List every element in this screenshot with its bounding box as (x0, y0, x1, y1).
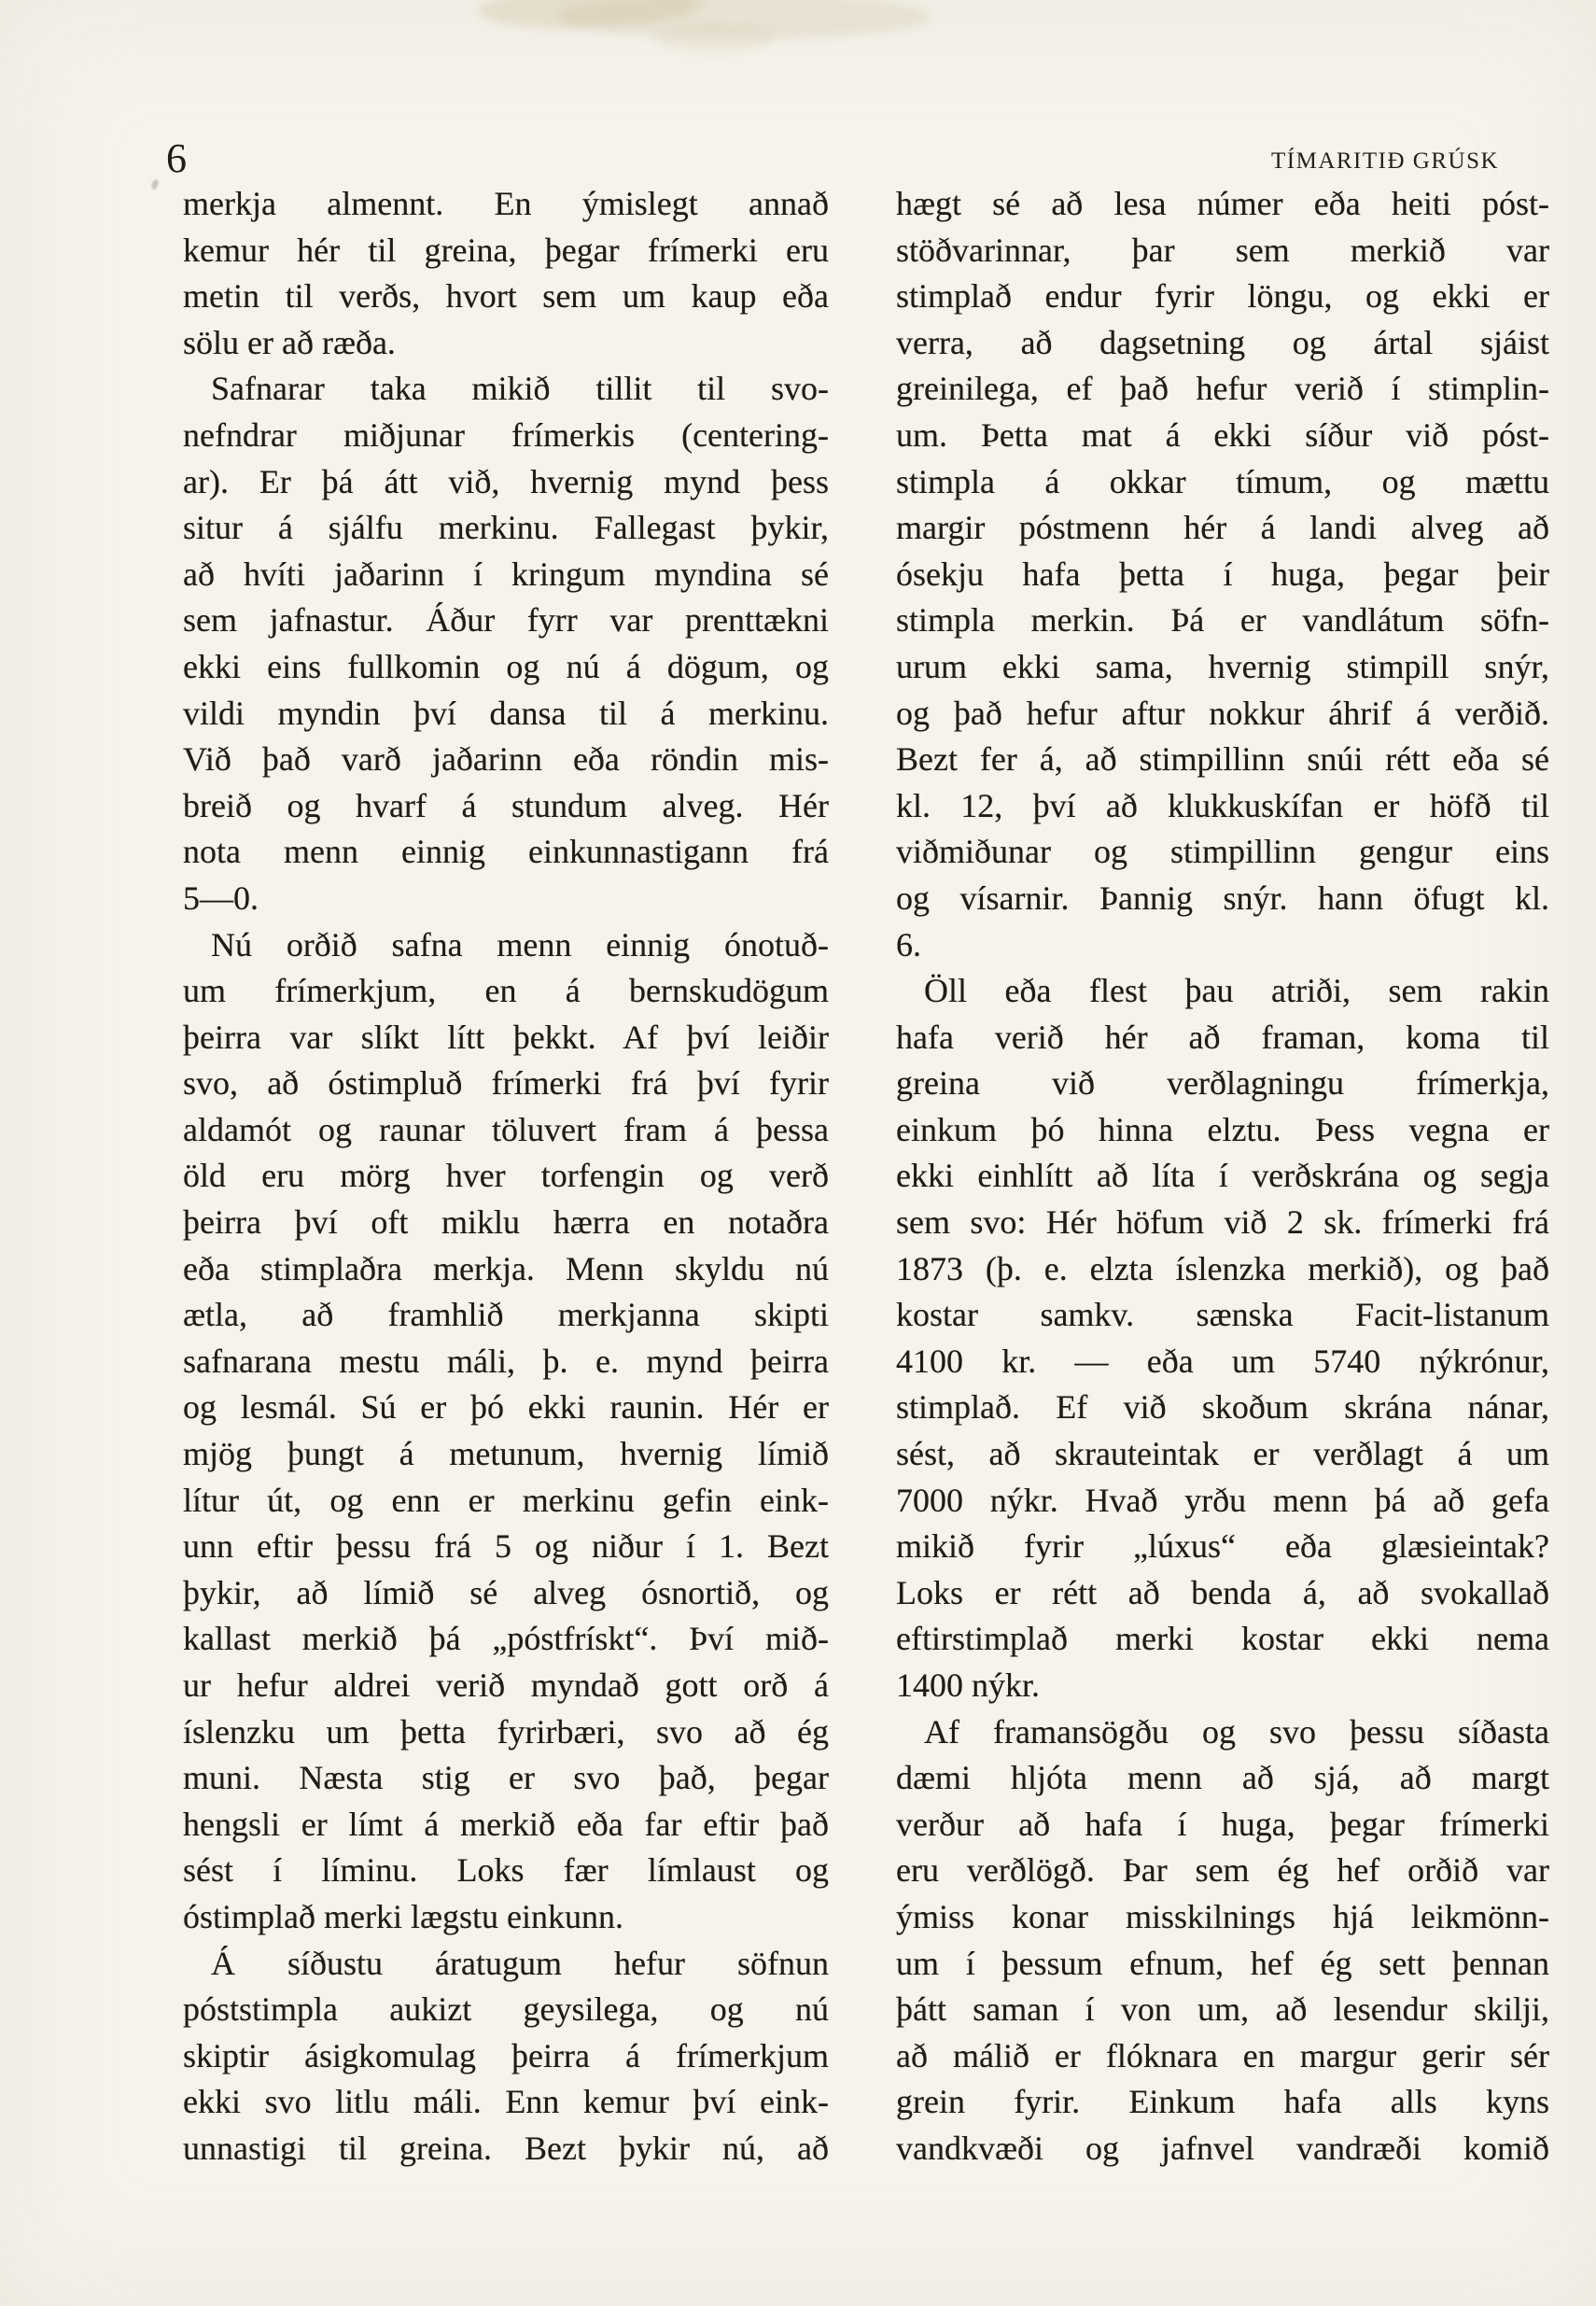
text-line: 4100 kr. — eða um 5740 nýkrónur, (896, 1342, 1549, 1380)
text-line: um í þessum efnum, hef ég sett þennan (896, 1944, 1549, 1982)
text-line: grein fyrir. Einkum hafa alls kyns (896, 2083, 1549, 2121)
text-line: safnarana mestu máli, þ. e. mynd þeirra (183, 1342, 829, 1380)
text-line: Á síðustu áratugum hefur söfnun (211, 1944, 829, 1982)
text-line: að málið er flóknara en margur gerir sér (896, 2036, 1549, 2074)
text-line: ekki svo litlu máli. Enn kemur því eink- (183, 2083, 829, 2121)
text-line: sést í líminu. Loks fær límlaust og (183, 1851, 829, 1890)
text-line: sem jafnastur. Áður fyrr var prenttækni (183, 601, 829, 640)
text-line: ekki einhlítt að líta í verðskrána og segja (896, 1157, 1549, 1195)
text-line: nefndrar miðjunar frímerkis (centering- (183, 415, 829, 454)
text-line: eða stimplaðra merkja. Menn skyldu nú (183, 1249, 829, 1287)
text-line: þeirra var slíkt lítt þekkt. Af því leiðir (183, 1018, 829, 1056)
text-line: verra, að dagsetning og ártal sjáist (896, 323, 1549, 361)
text-line: Loks er rétt að benda á, að svokallað (896, 1573, 1549, 1611)
text-line: verður að hafa í huga, þegar frímerki (896, 1805, 1549, 1843)
text-line: viðmiðunar og stimpillinn gengur eins (896, 833, 1549, 871)
right-column (896, 181, 1549, 2172)
text-line: mikið fyrir „lúxus“ eða glæsieintak? (896, 1527, 1549, 1566)
scan-smudge (653, 24, 775, 52)
text-line: ekki eins fullkomin og nú á dögum, og (183, 647, 829, 685)
text-line: sölu er að ræða. (183, 323, 396, 361)
text-line: einkum þó hinna elztu. Þess vegna er (896, 1110, 1549, 1148)
text-line: 1400 nýkr. (896, 1666, 1041, 1704)
scan-smudge (558, 0, 931, 39)
text-line: skiptir ásigkomulag þeirra á frímerkjum (183, 2036, 829, 2074)
text-line: stimpla á okkar tímum, og mættu (896, 462, 1549, 500)
text-line: greinilega, ef það hefur verið í stimplin- (896, 370, 1549, 408)
text-line: nota menn einnig einkunnastigann frá (183, 833, 829, 871)
text-line: stöðvarinnar, þar sem merkið var (896, 231, 1549, 269)
text-line: stimpla merkin. Þá er vandlátum söfn- (896, 601, 1549, 640)
text-line: um. Þetta mat á ekki síður við póst- (896, 415, 1549, 454)
text-line: eru verðlögð. Þar sem ég hef orðið var (896, 1851, 1549, 1890)
text-line: 5—0. (183, 879, 259, 917)
text-line: sést, að skrauteintak er verðlagt á um (896, 1435, 1549, 1473)
text-line: og það hefur aftur nokkur áhrif á verðið. (896, 694, 1549, 732)
text-line: ósekju hafa þetta í huga, þegar þeir (896, 555, 1549, 593)
text-line: öld eru mörg hver torfengin og verð (183, 1157, 829, 1195)
text-line: óstimplað merki lægstu einkunn. (183, 1897, 623, 1935)
text-line: Bezt fer á, að stimpillinn snúi rétt eða sé (896, 740, 1549, 779)
text-line: hægt sé að lesa númer eða heiti póst- (896, 185, 1549, 222)
text-line: lítur út, og enn er merkinu gefin eink- (183, 1481, 829, 1519)
text-line: breið og hvarf á stundum alveg. Hér (183, 786, 829, 824)
text-line: situr á sjálfu merkinu. Fallegast þykir, (183, 509, 829, 547)
text-line: kallast merkið þá „póstfrískt“. Því mið- (183, 1620, 829, 1658)
text-line: Safnarar taka mikið tillit til svo- (211, 370, 829, 408)
text-line: mjög þungt á metunum, hvernig límið (183, 1435, 829, 1473)
text-line: 7000 nýkr. Hvað yrðu menn þá að gefa (896, 1481, 1549, 1519)
text-line: ýmiss konar misskilnings hjá leikmönn- (896, 1897, 1549, 1935)
text-line: Öll eða flest þau atriði, sem rakin (924, 972, 1549, 1010)
scan-smudge (477, 0, 702, 32)
text-line: unnastigi til greina. Bezt þykir nú, að (183, 2129, 829, 2167)
text-line: aldamót og raunar töluvert fram á þessa (183, 1110, 829, 1148)
text-line: íslenzku um þetta fyrirbæri, svo að ég (183, 1712, 829, 1751)
text-line: póststimpla aukizt geysilega, og nú (183, 1990, 829, 2029)
text-line: hafa verið hér að framan, koma til (896, 1018, 1549, 1056)
text-line: urum ekki sama, hvernig stimpill snýr, (896, 647, 1549, 685)
text-line: hengsli er límt á merkið eða far eftir það (183, 1805, 829, 1843)
text-line: muni. Næsta stig er svo það, þegar (183, 1759, 829, 1797)
text-line: kl. 12, því að klukkuskífan er höfð til (896, 786, 1549, 824)
text-line: vildi myndin því dansa til á merkinu. (183, 694, 829, 732)
text-line: um frímerkjum, en á bernskudögum (183, 972, 829, 1010)
text-line: greina við verðlagningu frímerkja, (896, 1064, 1549, 1103)
text-line: 1873 (þ. e. elzta íslenzka merkið), og það (896, 1249, 1549, 1287)
text-line: unn eftir þessu frá 5 og niður í 1. Bezt (183, 1527, 829, 1566)
text-line: eftirstimplað merki kostar ekki nema (896, 1620, 1549, 1658)
page-number: 6 (166, 135, 187, 181)
text-line: ætla, að framhlið merkjanna skipti (183, 1296, 829, 1334)
text-line: vandkvæði og jafnvel vandræði komið (896, 2129, 1549, 2167)
text-line: kemur hér til greina, þegar frímerki eru (183, 231, 829, 269)
text-line: stimplað endur fyrir löngu, og ekki er (896, 277, 1549, 316)
text-line: kostar samkv. sænska Facit-listanum (896, 1296, 1549, 1334)
text-line: þátt saman í von um, að lesendur skilji, (896, 1990, 1549, 2029)
text-line: dæmi hljóta menn að sjá, að margt (896, 1759, 1549, 1797)
text-line: ur hefur aldrei verið myndað gott orð á (183, 1666, 829, 1704)
text-line: Af framansögðu og svo þessu síðasta (924, 1712, 1549, 1751)
text-line: sem svo: Hér höfum við 2 sk. frímerki frá (896, 1203, 1549, 1242)
text-line: Nú orðið safna menn einnig ónotuð- (211, 925, 829, 963)
text-line: stimplað. Ef við skoðum skrána nánar, (896, 1388, 1549, 1427)
text-line: ar). Er þá átt við, hvernig mynd þess (183, 462, 829, 500)
text-line: margir póstmenn hér á landi alveg að (896, 509, 1549, 547)
text-line: að hvíti jaðarinn í kringum myndina sé (183, 555, 829, 593)
text-line: metin til verðs, hvort sem um kaup eða (183, 277, 829, 316)
running-header: TÍMARITIÐ GRÚSK (1271, 148, 1500, 174)
text-line: 6. (896, 925, 921, 963)
text-line: og lesmál. Sú er þó ekki raunin. Hér er (183, 1388, 829, 1427)
left-column (183, 181, 829, 2172)
text-line: merkja almennt. En ýmislegt annað (183, 185, 829, 222)
text-line: þeirra því oft miklu hærra en notaðra (183, 1203, 829, 1242)
text-line: Við það varð jaðarinn eða röndin mis- (183, 740, 829, 779)
text-line: og vísarnir. Þannig snýr. hann öfugt kl. (896, 879, 1549, 917)
text-line: svo, að óstimpluð frímerki frá því fyrir (183, 1064, 829, 1103)
text-line: þykir, að límið sé alveg ósnortið, og (183, 1573, 829, 1611)
scan-speck (150, 178, 159, 190)
